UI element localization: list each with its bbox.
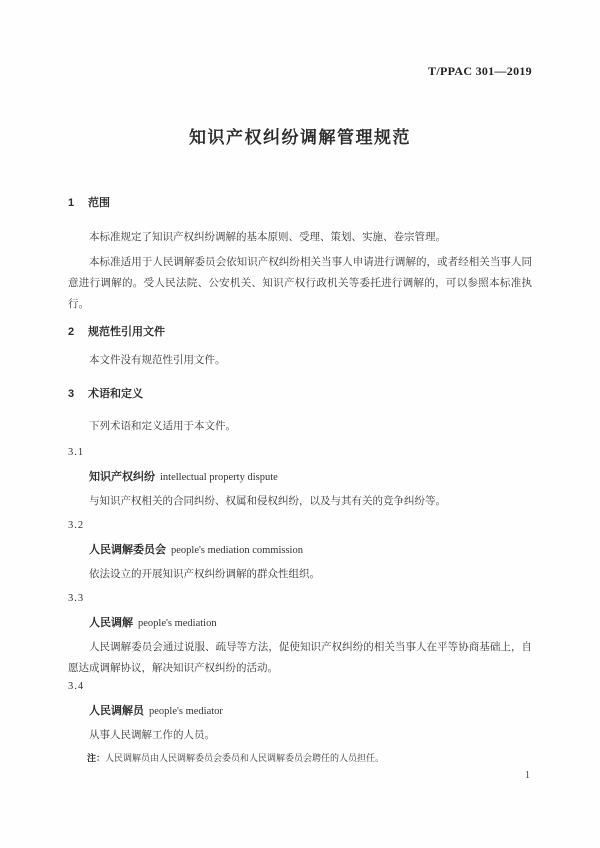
- clause-number: 3.2: [68, 520, 85, 531]
- term-block: [68, 518, 532, 585]
- note-label: 注：: [87, 753, 106, 763]
- term-zh: 人民调解委员会: [89, 544, 166, 556]
- term-definition: 与知识产权相关的合同纠纷、权属和侵权纠纷，以及与其有关的竞争纠纷等。: [89, 496, 446, 507]
- section-number: 3: [68, 388, 75, 400]
- term-definition: 从事人民调解工作的人员。: [89, 730, 215, 741]
- term-en: intellectual property dispute: [160, 472, 278, 483]
- term-line: [68, 702, 532, 719]
- section-heading: [68, 196, 532, 211]
- term-definition: 依法设立的开展知识产权纠纷调解的群众性组织。: [89, 569, 320, 580]
- note-text: 人民调解员由人民调解委员会委员和人民调解委员会聘任的人员担任。: [105, 753, 385, 763]
- term-line: [68, 614, 532, 631]
- term-zh: 知识产权纠纷: [89, 471, 155, 483]
- section-heading: [68, 387, 532, 402]
- paragraph: 下列术语和定义适用于本文件。: [89, 421, 236, 432]
- page-number: 1: [525, 770, 530, 781]
- term-zh: 人民调解: [89, 617, 133, 629]
- term-en: people's mediator: [149, 706, 223, 717]
- section-number: 2: [68, 326, 75, 338]
- section-number: 1: [68, 197, 75, 209]
- term-definition: 人民调解委员会通过说服、疏导等方法，促使知识产权纠纷的相关当事人在平等协商基础上，自愿达成调解协议，解决知识产权纠纷的活动。: [68, 642, 532, 674]
- term-zh: 人民调解员: [89, 705, 144, 717]
- paragraph: 本标准规定了知识产权纠纷调解的基本原则、受理、策划、实施、卷宗管理。: [89, 232, 446, 243]
- section-heading: [68, 325, 532, 340]
- term-block: [68, 679, 532, 765]
- section-title: 规范性引用文件: [88, 326, 165, 338]
- section-terms-definitions: [68, 387, 532, 437]
- standard-code: T/PPAC 301—2019: [428, 64, 532, 78]
- term-en: people's mediation commission: [171, 545, 303, 556]
- section-title: 术语和定义: [88, 388, 143, 400]
- section-normative-references: [68, 325, 532, 371]
- paragraph: 本标准适用于人民调解委员会依知识产权纠纷相关当事人申请进行调解的，或者经相关当事人同意进行调解的。受人民法院、公安机关、知识产权行政机关等委托进行调解的，可以参照本标准执行。: [68, 257, 532, 310]
- note: [68, 752, 532, 765]
- term-en: people's mediation: [138, 618, 217, 629]
- term-line: [68, 468, 532, 485]
- clause-number: 3.4: [68, 681, 85, 692]
- paragraph: 本文件没有规范性引用文件。: [89, 355, 226, 366]
- term-line: [68, 541, 532, 558]
- section-title: 范围: [88, 197, 110, 209]
- term-block: [68, 591, 532, 679]
- section-scope: [68, 196, 532, 315]
- term-block: [68, 445, 532, 512]
- document-title: 知识产权纠纷调解管理规范: [189, 128, 411, 147]
- clause-number: 3.3: [68, 593, 85, 604]
- clause-number: 3.1: [68, 447, 85, 458]
